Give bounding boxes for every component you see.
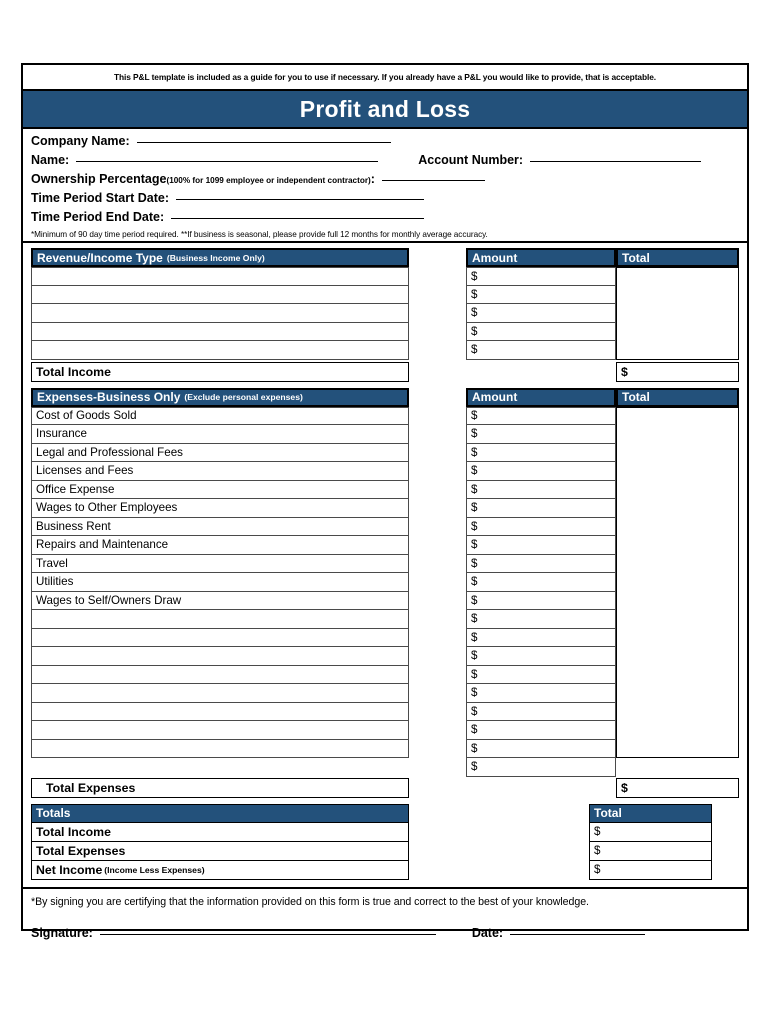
table-row[interactable]: Office Expense: [31, 481, 409, 500]
table-row[interactable]: Cost of Goods Sold: [31, 407, 409, 426]
total-expenses-amount-spacer: [466, 778, 616, 798]
amount-cell[interactable]: $: [466, 425, 616, 444]
revenue-amount-header: Amount: [466, 248, 616, 267]
time-period-start-date-input[interactable]: [176, 199, 424, 200]
amount-cell[interactable]: $: [466, 758, 616, 777]
column-gap: [409, 388, 466, 407]
totals-total-expenses-label: Total Expenses: [31, 842, 409, 861]
company-name-label: Company Name:: [31, 134, 130, 148]
expenses-header: [31, 388, 409, 407]
column-gap: [409, 861, 589, 880]
signature-label: Signature:: [31, 925, 93, 940]
expenses-total-merged-cell[interactable]: [616, 407, 739, 759]
totals-total-income-value[interactable]: $: [589, 823, 712, 842]
expenses-type-column: [31, 407, 409, 777]
ownership-percentage-label: Ownership Percentage: [31, 172, 167, 186]
ownership-percentage-note: (100% for 1099 employee or independent contractor): [166, 176, 371, 185]
start-date-row: [31, 191, 739, 210]
totals-net-income-value[interactable]: $: [589, 861, 712, 880]
total-income-label: Total Income: [31, 362, 409, 382]
column-gap: [409, 804, 589, 823]
total-expenses-value[interactable]: $: [616, 778, 739, 798]
column-gap: [409, 362, 466, 382]
net-income-label-text: Net Income: [36, 862, 103, 877]
amount-cell[interactable]: $: [466, 684, 616, 703]
certification-text: *By signing you are certifying that the information provided on this form is true and correct to the best of your knowledge.: [31, 895, 589, 908]
table-row[interactable]: [31, 323, 409, 342]
ownership-percentage-input[interactable]: [382, 180, 485, 181]
table-row[interactable]: Wages to Other Employees: [31, 499, 409, 518]
table-row[interactable]: [31, 740, 409, 759]
total-expenses-row: [31, 778, 739, 798]
table-row[interactable]: [31, 610, 409, 629]
amount-cell[interactable]: $: [466, 407, 616, 426]
form-title-bar: [23, 91, 747, 129]
amount-cell[interactable]: $: [466, 555, 616, 574]
total-expenses-label: Total Expenses: [31, 778, 409, 798]
ownership-percentage-colon: :: [370, 172, 375, 186]
signature-row: [31, 926, 739, 940]
table-row[interactable]: [31, 703, 409, 722]
expenses-amount-header: Amount: [466, 388, 616, 407]
account-number-label: Account Number:: [418, 153, 524, 167]
amount-cell[interactable]: $: [466, 323, 616, 342]
revenue-section: [23, 243, 747, 382]
totals-header-label: Totals: [31, 804, 409, 823]
company-name-row: [31, 134, 739, 153]
column-gap: [409, 842, 589, 861]
signature-input[interactable]: [100, 934, 436, 935]
identity-fields: [23, 129, 747, 243]
expenses-total-header: Total: [616, 388, 739, 407]
table-row[interactable]: Wages to Self/Owners Draw: [31, 592, 409, 611]
disclaimer-text: This P&L template is included as a guide for you to use if necessary. If you already have a P&L you would like to provide, that is acceptable.: [114, 72, 656, 82]
amount-cell[interactable]: $: [466, 536, 616, 555]
disclaimer-bar: [23, 65, 747, 91]
column-gap: [409, 823, 589, 842]
amount-cell[interactable]: $: [466, 666, 616, 685]
expenses-body-row: [31, 407, 739, 777]
company-name-input[interactable]: [137, 142, 391, 143]
table-row[interactable]: [31, 684, 409, 703]
revenue-type-column: [31, 267, 409, 360]
table-row[interactable]: [31, 721, 409, 740]
signature-section: [23, 887, 747, 940]
total-income-value[interactable]: $: [616, 362, 739, 382]
table-row[interactable]: [31, 267, 409, 286]
name-and-account-row: [31, 153, 739, 172]
column-gap: [409, 407, 466, 777]
time-period-start-date-label: Time Period Start Date:: [31, 191, 170, 205]
revenue-body-row: [31, 267, 739, 360]
page-title: Profit and Loss: [299, 95, 471, 122]
totals-total-header: Total: [589, 804, 712, 823]
amount-cell[interactable]: $: [466, 499, 616, 518]
date-input[interactable]: [510, 934, 645, 935]
amount-cell[interactable]: $: [466, 647, 616, 666]
account-number-input[interactable]: [530, 161, 701, 162]
column-gap: [409, 248, 466, 267]
expenses-header-row: [31, 388, 739, 407]
totals-total-income-label: Total Income: [31, 823, 409, 842]
amount-cell[interactable]: $: [466, 610, 616, 629]
expenses-header-note: (Exclude personal expenses): [184, 392, 303, 402]
revenue-header-row: [31, 248, 739, 267]
amount-cell[interactable]: $: [466, 304, 616, 323]
totals-section: [23, 798, 747, 880]
table-row[interactable]: Repairs and Maintenance: [31, 536, 409, 555]
revenue-total-header: Total: [616, 248, 739, 267]
totals-row: [31, 861, 739, 880]
amount-cell[interactable]: $: [466, 629, 616, 648]
revenue-type-header-label: Revenue/Income Type: [37, 250, 163, 265]
amount-cell[interactable]: $: [466, 518, 616, 537]
amount-cell[interactable]: $: [466, 481, 616, 500]
revenue-type-header-note: (Business Income Only): [166, 252, 265, 263]
revenue-amount-column: [466, 267, 616, 360]
table-row[interactable]: [31, 286, 409, 305]
amount-cell[interactable]: $: [466, 444, 616, 463]
date-label: Date:: [471, 925, 504, 940]
table-row[interactable]: Travel: [31, 555, 409, 574]
time-period-footnote: *Minimum of 90 day time period required. **If business is seasonal, please provide full 12 months for monthly average accuracy.: [31, 230, 488, 239]
amount-cell[interactable]: $: [466, 703, 616, 722]
amount-cell[interactable]: $: [466, 462, 616, 481]
totals-total-expenses-value[interactable]: $: [589, 842, 712, 861]
table-row[interactable]: Insurance: [31, 425, 409, 444]
amount-cell[interactable]: $: [466, 341, 616, 360]
amount-cell[interactable]: $: [466, 267, 616, 286]
amount-cell[interactable]: $: [466, 573, 616, 592]
total-income-amount-spacer: [466, 362, 616, 382]
time-period-end-date-input[interactable]: [171, 218, 424, 219]
expenses-header-label: Expenses-Business Only: [37, 390, 181, 404]
amount-cell[interactable]: $: [466, 592, 616, 611]
net-income-label-note: (Income Less Expenses): [104, 864, 205, 875]
totals-row: [31, 842, 739, 861]
revenue-total-merged-cell[interactable]: [616, 267, 739, 360]
expenses-amount-column: [466, 407, 616, 777]
table-row[interactable]: Legal and Professional Fees: [31, 444, 409, 463]
end-date-row: [31, 210, 739, 229]
table-row[interactable]: Business Rent: [31, 518, 409, 537]
totals-header-row: [31, 804, 739, 823]
amount-cell[interactable]: $: [466, 286, 616, 305]
name-input[interactable]: [76, 161, 378, 162]
ownership-percentage-row: [31, 172, 739, 191]
totals-row: [31, 823, 739, 842]
expenses-section: [23, 382, 747, 798]
time-period-end-date-label: Time Period End Date:: [31, 210, 165, 224]
total-income-row: [31, 362, 739, 382]
amount-cell[interactable]: $: [466, 721, 616, 740]
table-row[interactable]: [31, 666, 409, 685]
table-row[interactable]: [31, 304, 409, 323]
table-row[interactable]: [31, 647, 409, 666]
table-row[interactable]: [31, 629, 409, 648]
table-row[interactable]: Utilities: [31, 573, 409, 592]
amount-cell[interactable]: $: [466, 740, 616, 759]
table-row[interactable]: Licenses and Fees: [31, 462, 409, 481]
totals-net-income-label: [31, 861, 409, 880]
revenue-type-header: [31, 248, 409, 267]
column-gap: [409, 267, 466, 360]
table-row[interactable]: [31, 341, 409, 360]
name-label: Name:: [31, 153, 70, 167]
profit-and-loss-form: [21, 63, 749, 940]
column-gap: [409, 778, 466, 798]
